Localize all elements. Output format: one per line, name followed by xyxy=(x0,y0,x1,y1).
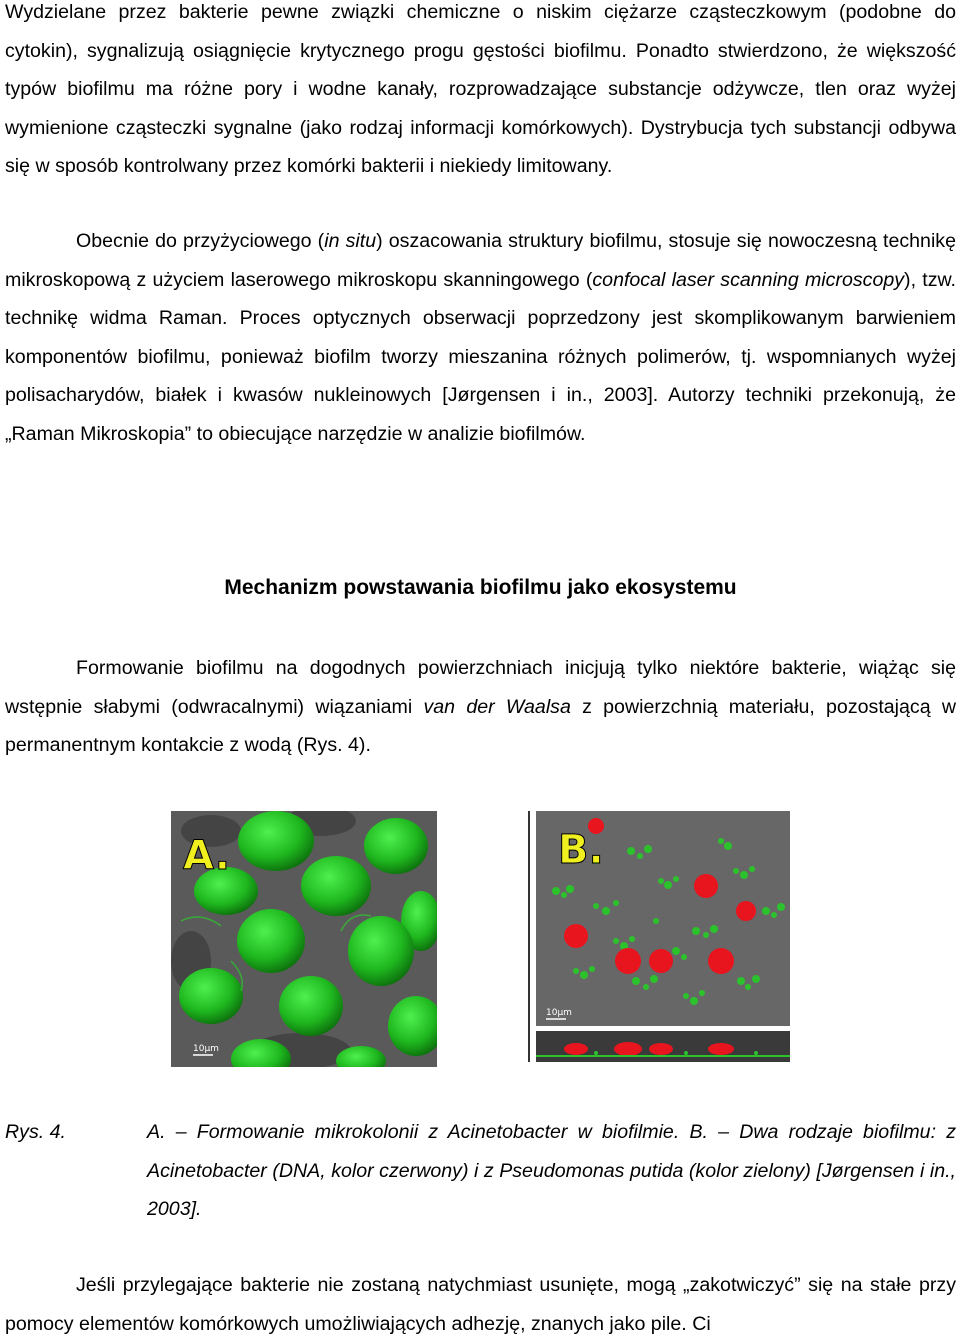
p3-text-a: Formowanie biofilmu na dogodnych powierzchniach inicjują tylko niektóre bakterie, wiążąc się wstępnie słabymi (odwracalnymi) wiązaniami xyxy=(5,657,956,718)
p2-text-a: Obecnie do przyżyciowego ( xyxy=(76,230,325,252)
p2-italic-in-situ: in situ xyxy=(324,230,377,252)
p2-italic-clsm: confocal laser scanning microscopy xyxy=(592,268,905,291)
p2-text-b: ) oszacowania struktury biofilmu, stosuje się nowoczesną technikę mikroskopową z użyciem laserowego mikroskopu skanningowego ( xyxy=(5,230,956,291)
paragraph-microscopy xyxy=(5,222,956,454)
section-heading: Mechanizm powstawania biofilmu jako ekosystemu xyxy=(224,576,737,599)
paragraph-adhesion: Jeśli przylegające bakterie nie zostaną natychmiast usunięte, mogą „zakotwiczyć” się na stałe przy pomocy elementów komórkowych umożliwiających adhezję, znanych jako pile. Ci xyxy=(5,1274,956,1335)
p3-text-b: z powierzchnią materiału, pozostającą w permanentnym kontakcie z wodą (Rys. 4). xyxy=(5,695,957,757)
figure-b-micrograph xyxy=(528,811,790,1062)
p2-text-c: ), tzw. technikę widma Raman. Proces optycznych obserwacji poprzedzony jest skomplikowanym barwieniem komponentów biofilmu, ponieważ biofilm tworzy mieszanina różnych polimerów, tj. wspomnianych wyżej polisacharydów, białek i kwasów nukleinowych [Jørgensen i in., 2003]. Autorzy techniki przekonują, że „Raman Mikroskopia” to obiecujące narzędzie w analizie biofilmów. xyxy=(5,268,957,445)
figure-b-main-view xyxy=(536,811,790,1026)
figure-b-label: B. xyxy=(558,827,604,873)
figure-b-divider xyxy=(528,811,530,1062)
figure-a-label: A. xyxy=(183,833,230,879)
figure-b-scale: 10µm xyxy=(546,1008,572,1018)
figure-b-cross-section xyxy=(536,1031,790,1062)
caption-label: Rys. 4. xyxy=(5,1121,66,1143)
figure-a-scale: 10µm xyxy=(193,1044,219,1054)
figure-a-micrograph xyxy=(171,811,437,1067)
paragraph-signaling: Wydzielane przez bakterie pewne związki chemiczne o niskim ciężarze cząsteczkowym (podobne do cytokin), sygnalizują osiągnięcie krytycznego progu gęstości biofilmu. Ponadto stwierdzono, że większość typów biofilmu ma różne pory i wodne kanały, rozprowadzające substancje odżywcze, tlen oraz wyżej wymienione cząsteczki sygnalne (jako rodzaj informacji komórkowych). Dystrybucja tych substancji odbywa się w sposób kontrolwany przez komórki bakterii i niekiedy limitowany. xyxy=(5,1,956,178)
paragraph-formation xyxy=(5,649,956,765)
caption-text: A. – Formowanie mikrokolonii z Acinetobacter w biofilmie. B. – Dwa rodzaje biofilmu: z Acinetobacter (DNA, kolor czerwony) i z Pseudomonas putida (kolor zielony) [Jørgensen i in., 2003]. xyxy=(147,1121,956,1221)
p3-italic-vdw: van der Waalsa xyxy=(423,695,571,718)
